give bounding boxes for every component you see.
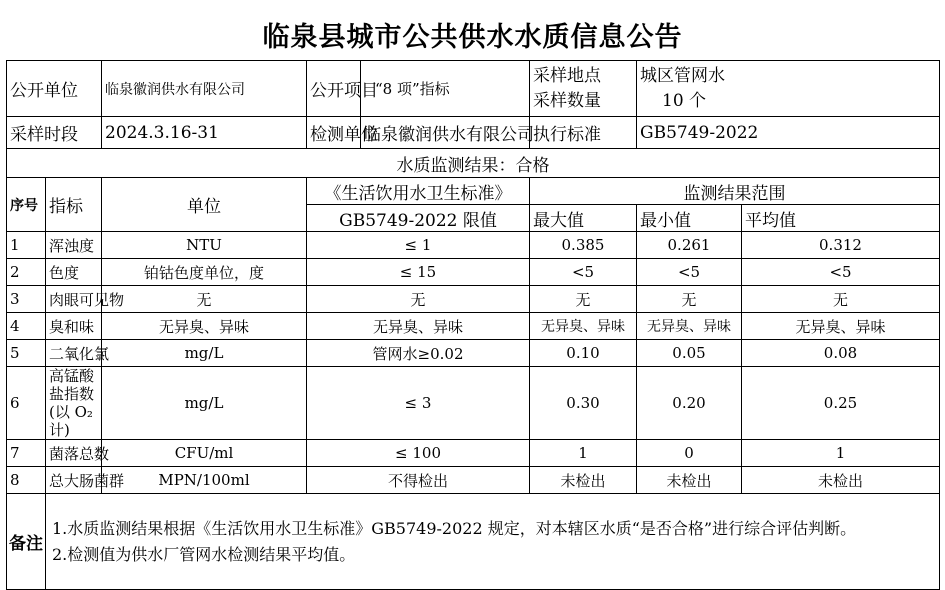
row-min: 未检出 (637, 467, 742, 494)
row-min: 无异臭、异味 (637, 313, 742, 340)
row-indicator: 高锰酸盐指数(以 O₂计) (46, 367, 102, 440)
standard-label: 执行标准 (530, 117, 637, 149)
row-min: 无 (637, 286, 742, 313)
row-min: 0 (637, 440, 742, 467)
row-unit: 铂钴色度单位，度 (102, 259, 307, 286)
header-avg: 平均值 (742, 205, 940, 232)
sampling-values (637, 61, 940, 117)
row-indicator: 二氧化氯 (46, 340, 102, 367)
row-indicator: 浑浊度 (46, 232, 102, 259)
row-avg: 0.08 (742, 340, 940, 367)
item-value: “8 项”指标 (361, 61, 530, 117)
header-limit-line1: 《生活饮用水卫生标准》 (307, 178, 530, 205)
info-row-2 (7, 117, 940, 149)
row-no: 2 (7, 259, 46, 286)
table-row (7, 259, 940, 286)
row-avg: 0.312 (742, 232, 940, 259)
row-unit: NTU (102, 232, 307, 259)
row-unit: CFU/ml (102, 440, 307, 467)
sampling-location-label: 采样地点 (533, 65, 601, 86)
row-min: 0.05 (637, 340, 742, 367)
table-row (7, 232, 940, 259)
header-no: 序号 (7, 178, 46, 232)
row-max: 未检出 (530, 467, 637, 494)
header-row-1 (7, 178, 940, 205)
standard-value: GB5749-2022 (637, 117, 940, 149)
row-unit: 无异臭、异味 (102, 313, 307, 340)
row-unit: MPN/100ml (102, 467, 307, 494)
page-title: 临泉县城市公共供水水质信息公告 (262, 22, 683, 53)
row-limit: 无异臭、异味 (307, 313, 530, 340)
row-unit: mg/L (102, 340, 307, 367)
row-limit: ≤ 3 (307, 367, 530, 440)
row-no: 5 (7, 340, 46, 367)
row-max: 0.30 (530, 367, 637, 440)
time-label: 采样时段 (7, 117, 102, 149)
row-no: 1 (7, 232, 46, 259)
row-min: 0.261 (637, 232, 742, 259)
table-row (7, 340, 940, 367)
row-limit: ≤ 1 (307, 232, 530, 259)
row-avg: 无异臭、异味 (742, 313, 940, 340)
row-limit: ≤ 15 (307, 259, 530, 286)
row-avg: 无 (742, 286, 940, 313)
row-min: <5 (637, 259, 742, 286)
row-min: 0.20 (637, 367, 742, 440)
header-range: 监测结果范围 (530, 178, 940, 205)
time-value: 2024.3.16-31 (102, 117, 307, 149)
table-row (7, 467, 940, 494)
overall-result: 水质监测结果：合格 (7, 149, 940, 178)
sampling-count-label: 采样数量 (533, 90, 601, 111)
lab-value: 临泉徽润供水有限公司 (361, 117, 530, 149)
table-row (7, 313, 940, 340)
header-min: 最小值 (637, 205, 742, 232)
row-no: 3 (7, 286, 46, 313)
sampling-count-value: 10 个 (662, 90, 707, 111)
row-indicator: 总大肠菌群 (46, 467, 102, 494)
row-no: 6 (7, 367, 46, 440)
row-max: 0.385 (530, 232, 637, 259)
row-max: 0.10 (530, 340, 637, 367)
header-limit-line2: GB5749-2022 限值 (307, 205, 530, 232)
row-max: 1 (530, 440, 637, 467)
unit-label: 公开单位 (7, 61, 102, 117)
sampling-location-value: 城区管网水 (640, 65, 725, 86)
row-limit: 管网水≥0.02 (307, 340, 530, 367)
info-row-1 (7, 61, 940, 117)
row-unit: mg/L (102, 367, 307, 440)
row-no: 8 (7, 467, 46, 494)
row-indicator: 臭和味 (46, 313, 102, 340)
result-row (7, 149, 940, 178)
row-indicator: 肉眼可见物 (46, 286, 102, 313)
note-2: 2.检测值为供水厂管网水检测结果平均值。 (52, 544, 356, 564)
row-max: <5 (530, 259, 637, 286)
row-avg: 1 (742, 440, 940, 467)
notes-label: 备注 (7, 494, 46, 590)
table-row (7, 286, 940, 313)
note-1: 1.水质监测结果根据《生活饮用水卫生标准》GB5749-2022 规定，对本辖区水质“是否合格”进行综合评估判断。 (52, 518, 857, 538)
unit-value: 临泉徽润供水有限公司 (102, 61, 307, 117)
row-limit: 无 (307, 286, 530, 313)
row-no: 7 (7, 440, 46, 467)
notes-content (46, 494, 940, 590)
row-indicator: 菌落总数 (46, 440, 102, 467)
header-indicator: 指标 (46, 178, 102, 232)
row-max: 无 (530, 286, 637, 313)
row-avg: <5 (742, 259, 940, 286)
row-limit: ≤ 100 (307, 440, 530, 467)
header-unit: 单位 (102, 178, 307, 232)
row-unit: 无 (102, 286, 307, 313)
table-row (7, 440, 940, 467)
row-avg: 0.25 (742, 367, 940, 440)
row-indicator: 色度 (46, 259, 102, 286)
row-no: 4 (7, 313, 46, 340)
row-avg: 未检出 (742, 467, 940, 494)
water-quality-table (6, 60, 940, 590)
header-max: 最大值 (530, 205, 637, 232)
row-limit: 不得检出 (307, 467, 530, 494)
notes-row (7, 494, 940, 590)
sampling-labels (530, 61, 637, 117)
lab-label: 检测单位 (307, 117, 361, 149)
item-label: 公开项目 (307, 61, 361, 117)
table-row (7, 367, 940, 440)
row-max: 无异臭、异味 (530, 313, 637, 340)
